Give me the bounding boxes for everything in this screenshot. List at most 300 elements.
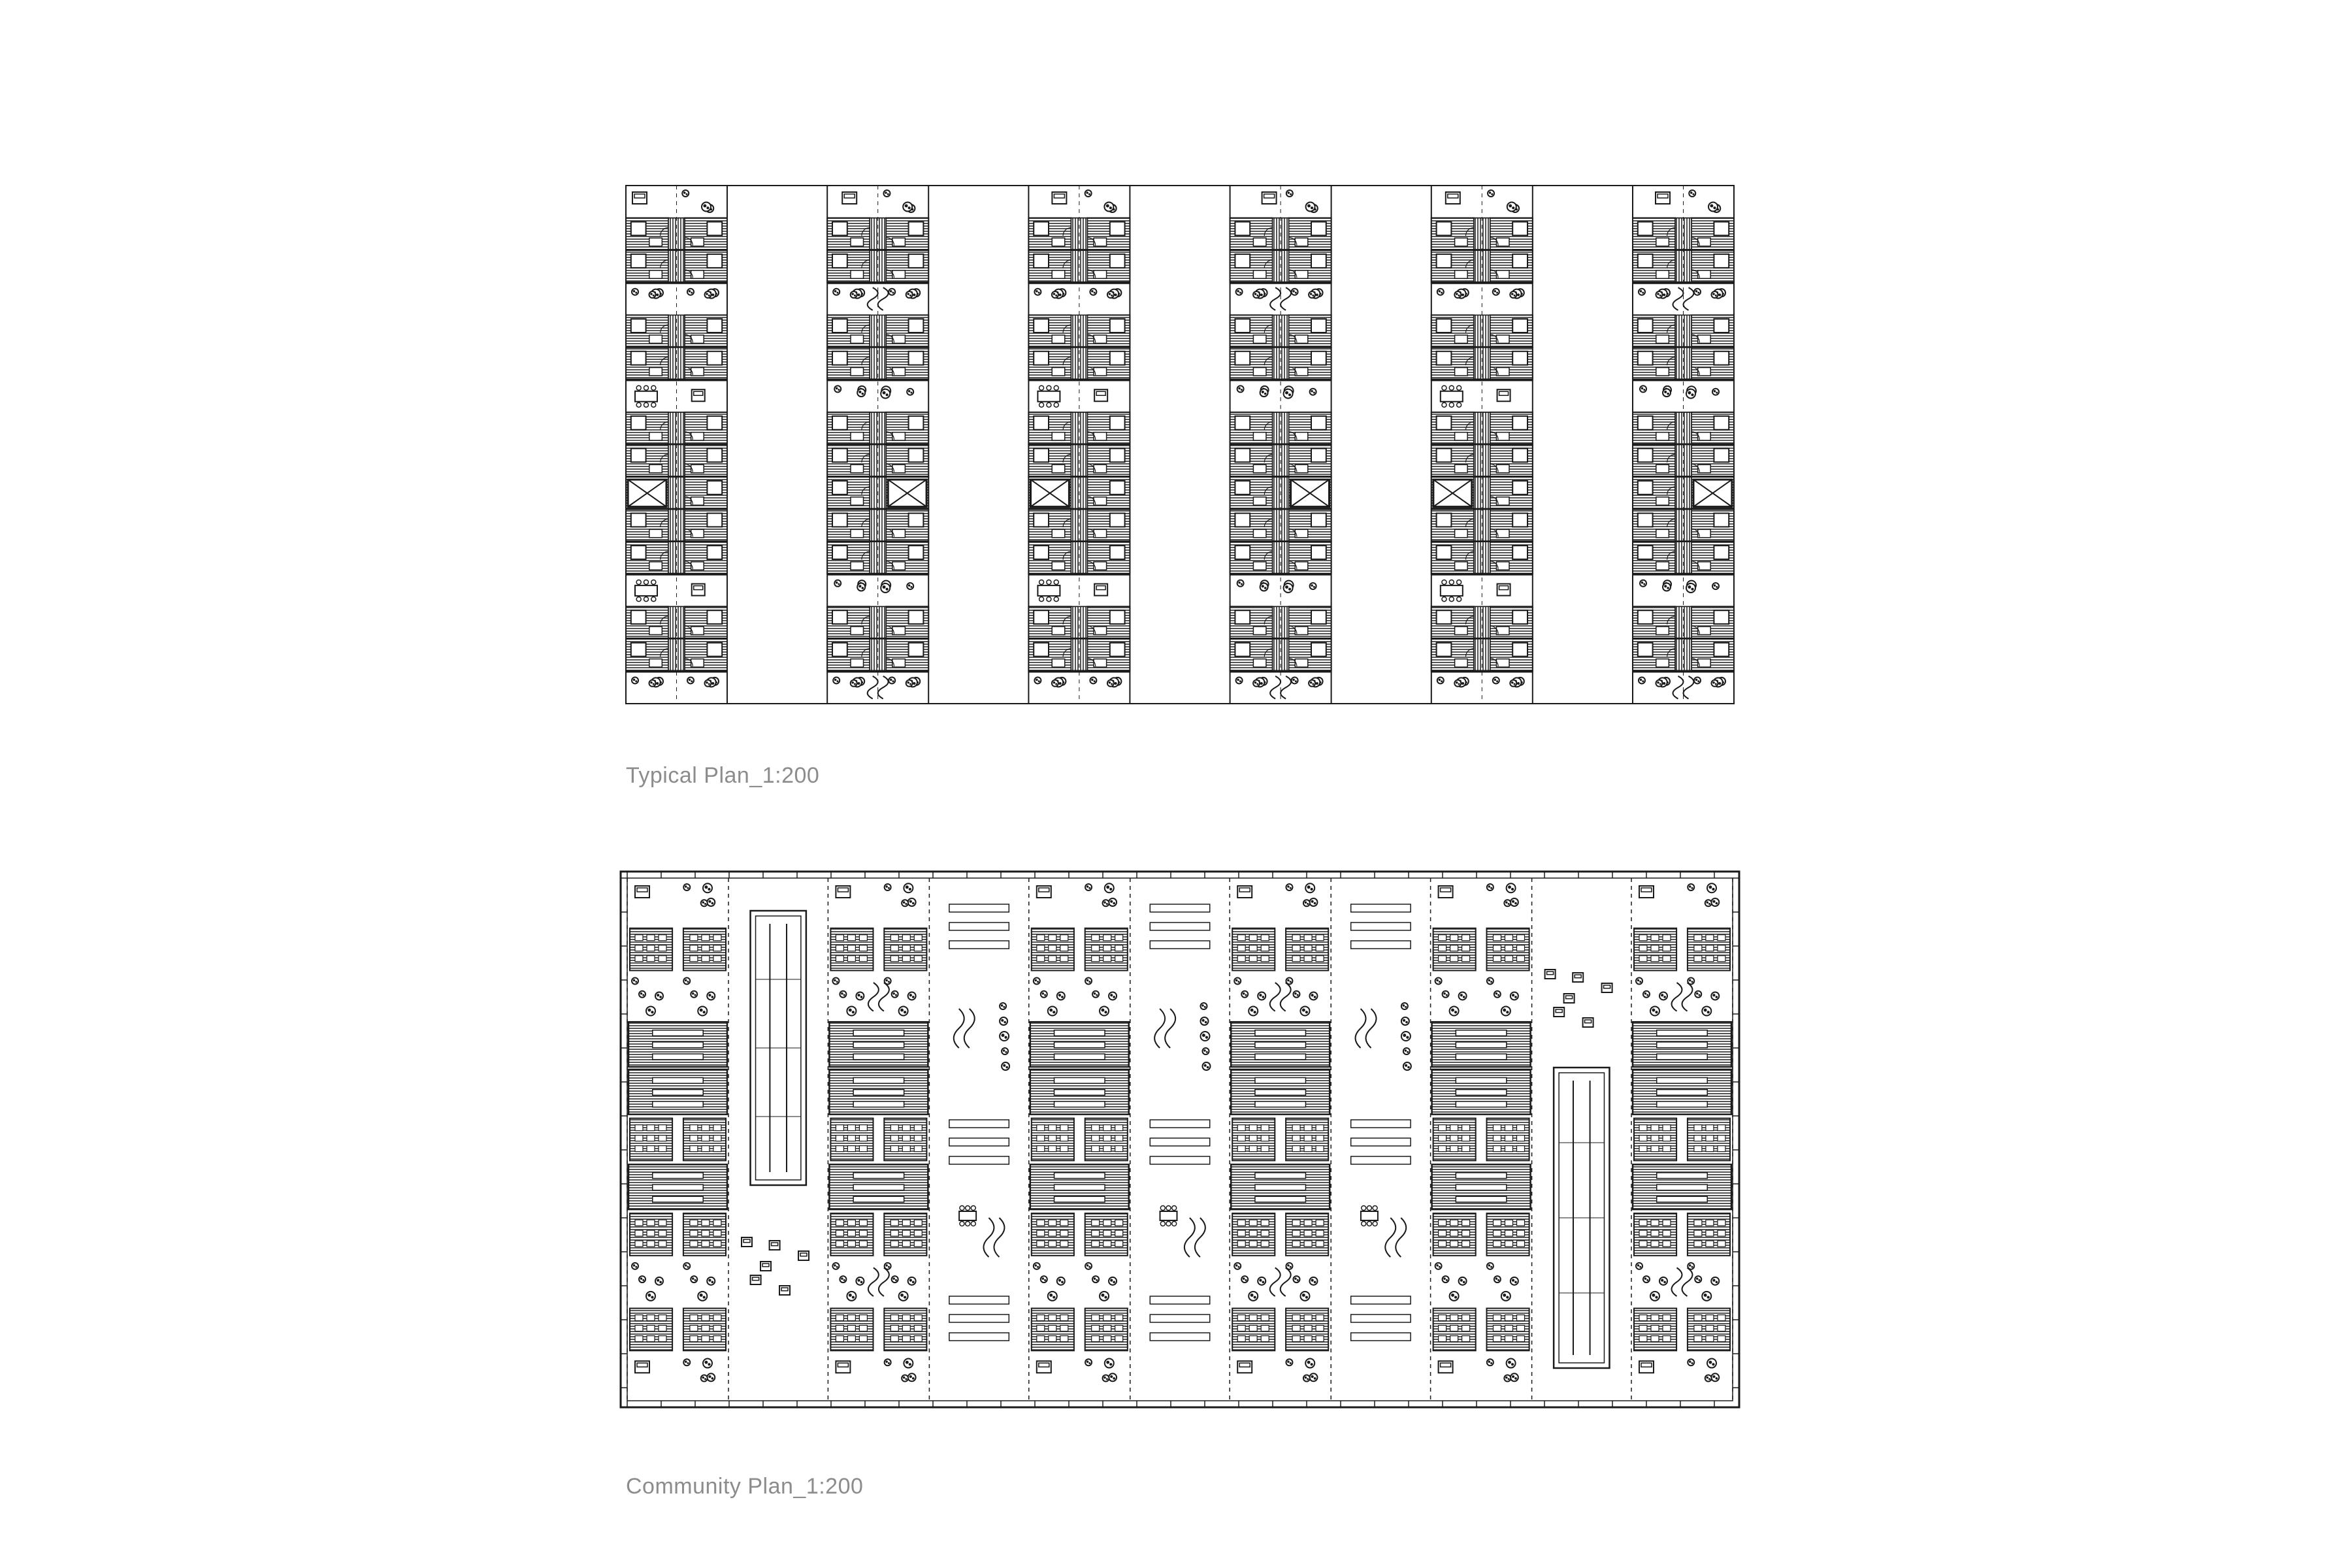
tree-icon <box>698 1006 707 1015</box>
tree-icon <box>1303 1375 1310 1382</box>
classroom <box>1634 1119 1730 1161</box>
assembly-hall <box>1633 1164 1731 1209</box>
tree-icon <box>1487 884 1494 890</box>
classroom <box>1232 1213 1328 1256</box>
classroom <box>830 1213 926 1256</box>
tree-icon <box>1305 883 1315 892</box>
tree-icon <box>1501 1006 1511 1015</box>
sofa-icon <box>632 192 647 204</box>
tree-icon <box>1459 992 1467 1000</box>
sofa-icon <box>1639 886 1654 898</box>
tree-icon <box>1000 1003 1006 1009</box>
tree-icon <box>1105 1359 1114 1368</box>
tree-icon <box>1688 884 1694 890</box>
tree-icon <box>1293 991 1299 998</box>
sofa-icon <box>1439 886 1453 898</box>
sofa-icon <box>1602 983 1612 992</box>
sofa-icon <box>751 1275 761 1284</box>
tree-icon <box>1309 1373 1317 1381</box>
tree-icon <box>1711 992 1719 1000</box>
tree-icon <box>1707 883 1716 892</box>
classroom <box>1634 1309 1730 1351</box>
tree-icon <box>856 992 864 1000</box>
tree-icon <box>1041 1276 1047 1282</box>
tree-icon <box>885 884 891 890</box>
tree-icon <box>1090 289 1096 295</box>
tree-icon <box>1202 1062 1210 1070</box>
tree-icon <box>1705 900 1712 906</box>
bench-icon <box>1270 983 1291 1011</box>
tree-icon <box>707 1373 715 1381</box>
tree-icon <box>834 385 841 392</box>
sofa-icon <box>1094 389 1107 401</box>
tree-icon <box>646 1006 655 1015</box>
residential-bar <box>1633 186 1734 704</box>
tree-icon <box>1712 389 1719 395</box>
classroom <box>630 1309 726 1351</box>
sofa-icon <box>1094 584 1107 596</box>
tree-icon <box>707 898 715 906</box>
classroom <box>1032 1213 1128 1256</box>
tree-icon <box>1636 977 1642 984</box>
tree-icon <box>1403 1048 1410 1054</box>
tree-icon <box>1711 898 1719 906</box>
tree-icon <box>1663 389 1671 397</box>
courtyard <box>742 911 809 1295</box>
tree-icon <box>1292 289 1298 295</box>
tree-icon <box>1103 1375 1109 1382</box>
tree-icon <box>1309 680 1315 687</box>
tree-icon <box>1237 385 1244 392</box>
sofa-icon <box>1262 192 1277 204</box>
tree-icon <box>847 1006 856 1015</box>
tree-icon <box>907 583 913 589</box>
tree-icon <box>1052 680 1058 687</box>
sofa-icon <box>1583 1018 1593 1027</box>
tree-icon <box>655 1277 663 1285</box>
tree-icon <box>1494 1276 1501 1282</box>
assembly-hall <box>1432 1164 1531 1209</box>
bench-icon <box>1672 1267 1693 1296</box>
tree-icon <box>1090 677 1096 683</box>
classroom <box>830 928 926 971</box>
tree-icon <box>908 992 916 1000</box>
community-bar <box>1431 878 1532 1401</box>
tree-icon <box>1241 1276 1248 1282</box>
tree-icon <box>1260 583 1268 591</box>
tree-icon <box>1640 385 1646 392</box>
tree-icon <box>881 583 890 593</box>
tree-icon <box>1034 677 1041 683</box>
tree-icon <box>1511 1277 1518 1285</box>
tree-icon <box>691 1276 697 1282</box>
assembly-hall <box>1231 1070 1330 1115</box>
tree-icon <box>1260 389 1268 397</box>
tree-icon <box>907 389 913 395</box>
sofa-icon <box>779 1286 790 1295</box>
tree-icon <box>1510 291 1516 298</box>
sofa-icon <box>635 886 649 898</box>
tree-icon <box>1650 1006 1659 1015</box>
tree-icon <box>682 190 689 197</box>
bench-icon <box>868 1267 889 1296</box>
tree-icon <box>1694 289 1701 295</box>
sports-track <box>751 911 806 1185</box>
tree-icon <box>1309 1277 1317 1285</box>
sofa-icon <box>770 1241 780 1250</box>
tree-icon <box>1293 1276 1299 1282</box>
bench-icon <box>1184 1218 1205 1257</box>
tree-icon <box>1109 1277 1117 1285</box>
tree-icon <box>632 977 638 984</box>
sofa-icon <box>1037 886 1051 898</box>
tree-icon <box>1403 1062 1411 1070</box>
assembly-hall <box>829 1070 928 1115</box>
tree-icon <box>1284 389 1293 399</box>
assembly-hall <box>1030 1022 1129 1067</box>
table-icon <box>1361 1206 1378 1226</box>
tree-icon <box>1286 884 1292 890</box>
tree-icon <box>632 1263 638 1269</box>
sofa-icon <box>1052 192 1066 204</box>
courtyard <box>1351 904 1411 1341</box>
tree-icon <box>1200 1003 1207 1009</box>
bench-icon <box>983 1218 1004 1257</box>
tree-icon <box>1309 898 1317 906</box>
classroom <box>1634 1213 1730 1256</box>
classroom <box>1032 1119 1128 1161</box>
tree-icon <box>1249 1292 1258 1301</box>
tree-icon <box>1686 583 1695 593</box>
bench-icon <box>1356 1009 1377 1048</box>
tree-icon <box>683 884 690 890</box>
assembly-hall <box>1633 1070 1731 1115</box>
tree-icon <box>902 900 908 906</box>
tree-icon <box>1103 900 1109 906</box>
tree-icon <box>1501 1292 1511 1301</box>
assembly-hall <box>629 1022 727 1067</box>
tree-icon <box>1443 1276 1449 1282</box>
tree-icon <box>1639 289 1645 295</box>
sofa-icon <box>692 389 705 401</box>
tree-icon <box>702 202 711 211</box>
tree-icon <box>639 1276 645 1282</box>
tree-icon <box>1454 680 1461 687</box>
tree-icon <box>1034 289 1041 295</box>
courtyard <box>1545 970 1612 1368</box>
tree-icon <box>1085 190 1092 197</box>
tree-icon <box>1200 1032 1209 1041</box>
tree-icon <box>1241 991 1248 998</box>
tree-icon <box>1234 1263 1241 1269</box>
assembly-hall <box>1633 1022 1731 1067</box>
courtyard <box>949 904 1009 1341</box>
tree-icon <box>655 992 663 1000</box>
stair-core <box>888 480 926 507</box>
tree-icon <box>1435 1263 1442 1269</box>
tree-icon <box>649 291 656 298</box>
tree-icon <box>1310 583 1316 589</box>
stair-core <box>628 480 666 507</box>
tree-icon <box>1401 1017 1409 1025</box>
tree-icon <box>632 289 638 295</box>
tree-icon <box>1688 1359 1694 1365</box>
tree-icon <box>1092 1276 1099 1282</box>
tree-icon <box>1450 1292 1459 1301</box>
sofa-icon <box>836 886 850 898</box>
tree-icon <box>857 583 865 591</box>
assembly-hall <box>1432 1070 1531 1115</box>
community-bar <box>1230 878 1331 1401</box>
tree-icon <box>892 1276 898 1282</box>
tree-icon <box>1286 1359 1292 1365</box>
tree-icon <box>1488 190 1494 197</box>
tree-icon <box>904 883 913 892</box>
tree-icon <box>707 1277 715 1285</box>
tree-icon <box>1640 580 1646 587</box>
assembly-hall <box>829 1164 928 1209</box>
tree-icon <box>1048 1006 1057 1015</box>
tree-icon <box>1002 1048 1008 1054</box>
sofa-icon <box>842 192 857 204</box>
sofa-icon <box>742 1237 752 1247</box>
bench-icon <box>1385 1218 1406 1257</box>
tree-icon <box>701 1375 708 1382</box>
classroom <box>630 1119 726 1161</box>
tree-icon <box>1105 883 1114 892</box>
community-bar <box>627 878 728 1401</box>
typical-plan-frame <box>626 186 1734 704</box>
residential-bar <box>1431 186 1533 704</box>
tree-icon <box>1309 992 1317 1000</box>
tree-icon <box>1085 1359 1092 1365</box>
tree-icon <box>1202 1048 1209 1054</box>
tree-icon <box>1511 992 1518 1000</box>
tree-icon <box>1092 991 1099 998</box>
tree-icon <box>1109 1373 1117 1381</box>
assembly-hall <box>1231 1164 1330 1209</box>
sofa-icon <box>1439 1361 1453 1373</box>
sofa-icon <box>1497 389 1511 401</box>
residential-bar <box>827 186 928 704</box>
tree-icon <box>902 1375 908 1382</box>
tree-icon <box>832 1263 839 1269</box>
tree-icon <box>1507 202 1516 211</box>
assembly-hall <box>629 1070 727 1115</box>
tree-icon <box>904 1359 913 1368</box>
tree-icon <box>1705 1375 1712 1382</box>
tree-icon <box>1712 291 1718 298</box>
bench-icon <box>1270 1267 1291 1296</box>
tree-icon <box>1437 289 1444 295</box>
tree-icon <box>1450 1006 1459 1015</box>
tree-icon <box>1504 1375 1511 1382</box>
tree-icon <box>691 991 697 998</box>
tree-icon <box>906 291 913 298</box>
bench-icon <box>868 983 889 1011</box>
sofa-icon <box>1554 1007 1564 1017</box>
classroom <box>1634 928 1730 971</box>
tree-icon <box>1454 291 1461 298</box>
sofa-icon <box>1564 994 1575 1003</box>
sofa-icon <box>1639 1361 1654 1373</box>
tree-icon <box>1057 992 1065 1000</box>
sports-track <box>1554 1068 1609 1368</box>
tree-icon <box>906 680 913 687</box>
tree-icon <box>1109 992 1117 1000</box>
tree-icon <box>1286 190 1293 197</box>
bench-icon <box>1672 983 1693 1011</box>
tree-icon <box>1401 1003 1408 1009</box>
tree-icon <box>1689 190 1695 197</box>
tree-icon <box>889 677 895 683</box>
sofa-icon <box>1545 970 1556 979</box>
sofa-icon <box>1656 192 1670 204</box>
tree-icon <box>1085 1263 1092 1269</box>
tree-icon <box>1292 677 1298 683</box>
tree-icon <box>833 677 840 683</box>
sofa-icon <box>760 1262 771 1271</box>
classroom <box>1433 928 1529 971</box>
tree-icon <box>857 389 865 397</box>
tree-icon <box>892 991 898 998</box>
tree-icon <box>683 1359 690 1365</box>
tree-icon <box>1100 1292 1109 1301</box>
tree-icon <box>1712 583 1719 589</box>
tree-icon <box>1711 1277 1719 1285</box>
tree-icon <box>1707 1359 1716 1368</box>
assembly-hall <box>629 1164 727 1209</box>
tree-icon <box>1237 580 1244 587</box>
tree-icon <box>1107 291 1114 298</box>
tree-icon <box>899 1006 908 1015</box>
tree-icon <box>649 680 656 687</box>
tree-icon <box>881 389 890 399</box>
tree-icon <box>1200 1017 1208 1025</box>
assembly-hall <box>1030 1164 1129 1209</box>
tree-icon <box>1493 677 1499 683</box>
tree-icon <box>1494 991 1501 998</box>
classroom <box>1232 928 1328 971</box>
tree-icon <box>1507 1359 1516 1368</box>
sofa-icon <box>635 1361 649 1373</box>
tree-icon <box>705 680 711 687</box>
classroom <box>1433 1119 1529 1161</box>
tree-icon <box>885 1359 891 1365</box>
classroom <box>1232 1119 1328 1161</box>
classroom <box>1232 1309 1328 1351</box>
bench-icon <box>1154 1009 1175 1048</box>
community-bar <box>828 878 929 1401</box>
tree-icon <box>899 1292 908 1301</box>
sofa-icon <box>1497 584 1511 596</box>
tree-icon <box>1085 884 1092 890</box>
tree-icon <box>1300 1006 1309 1015</box>
residential-bar <box>1028 186 1130 704</box>
tree-icon <box>1443 991 1449 998</box>
tree-icon <box>1487 1263 1494 1269</box>
tree-icon <box>646 1292 655 1301</box>
tree-icon <box>1487 977 1494 984</box>
tree-icon <box>1236 677 1243 683</box>
sofa-icon <box>798 1251 809 1260</box>
tree-icon <box>1258 992 1266 1000</box>
tree-icon <box>1663 583 1671 591</box>
assembly-hall <box>1432 1022 1531 1067</box>
classroom <box>1032 928 1128 971</box>
tree-icon <box>1650 1292 1659 1301</box>
classroom <box>630 1213 726 1256</box>
tree-icon <box>1310 389 1316 395</box>
tree-icon <box>908 1373 916 1381</box>
stair-core <box>1433 480 1472 507</box>
tree-icon <box>840 991 846 998</box>
tree-icon <box>1659 992 1667 1000</box>
tree-icon <box>1057 1277 1065 1285</box>
community-bar <box>1631 878 1733 1401</box>
sofa-icon <box>1446 192 1460 204</box>
tree-icon <box>847 1292 856 1301</box>
assembly-hall <box>1030 1070 1129 1115</box>
sofa-icon <box>692 584 705 596</box>
tree-icon <box>1300 1292 1309 1301</box>
sofa-icon <box>836 1361 850 1373</box>
tree-icon <box>1104 202 1113 211</box>
classroom <box>830 1119 926 1161</box>
tree-icon <box>1249 1006 1258 1015</box>
tree-icon <box>1258 1277 1266 1285</box>
tree-icon <box>883 190 890 197</box>
tree-icon <box>1656 291 1663 298</box>
tree-icon <box>1493 289 1499 295</box>
assembly-hall <box>829 1022 928 1067</box>
tree-icon <box>1236 289 1243 295</box>
tree-icon <box>701 900 708 906</box>
tree-icon <box>1695 1276 1701 1282</box>
tree-icon <box>1636 1263 1642 1269</box>
tree-icon <box>1702 1006 1711 1015</box>
tree-icon <box>707 992 715 1000</box>
stair-core <box>1693 480 1732 507</box>
tree-icon <box>1643 991 1650 998</box>
table-icon <box>1160 1206 1177 1226</box>
classroom <box>1433 1213 1529 1256</box>
tree-icon <box>1303 900 1310 906</box>
tree-icon <box>1234 977 1241 984</box>
tree-icon <box>687 677 694 683</box>
tree-icon <box>851 291 857 298</box>
tree-icon <box>1048 1292 1057 1301</box>
sofa-icon <box>1037 1361 1051 1373</box>
sofa-icon <box>1237 1361 1252 1373</box>
tree-icon <box>903 202 912 211</box>
tree-icon <box>1437 677 1444 683</box>
bench-icon <box>954 1009 975 1048</box>
tree-icon <box>1695 991 1701 998</box>
tree-icon <box>833 289 840 295</box>
tree-icon <box>1305 1359 1315 1368</box>
tree-icon <box>1109 898 1117 906</box>
tree-icon <box>840 1276 846 1282</box>
tree-icon <box>1041 991 1047 998</box>
tree-icon <box>1309 291 1315 298</box>
tree-icon <box>1511 898 1518 906</box>
tree-icon <box>856 1277 864 1285</box>
tree-icon <box>705 291 711 298</box>
tree-icon <box>889 289 895 295</box>
sofa-icon <box>1573 973 1583 982</box>
tree-icon <box>1435 977 1442 984</box>
